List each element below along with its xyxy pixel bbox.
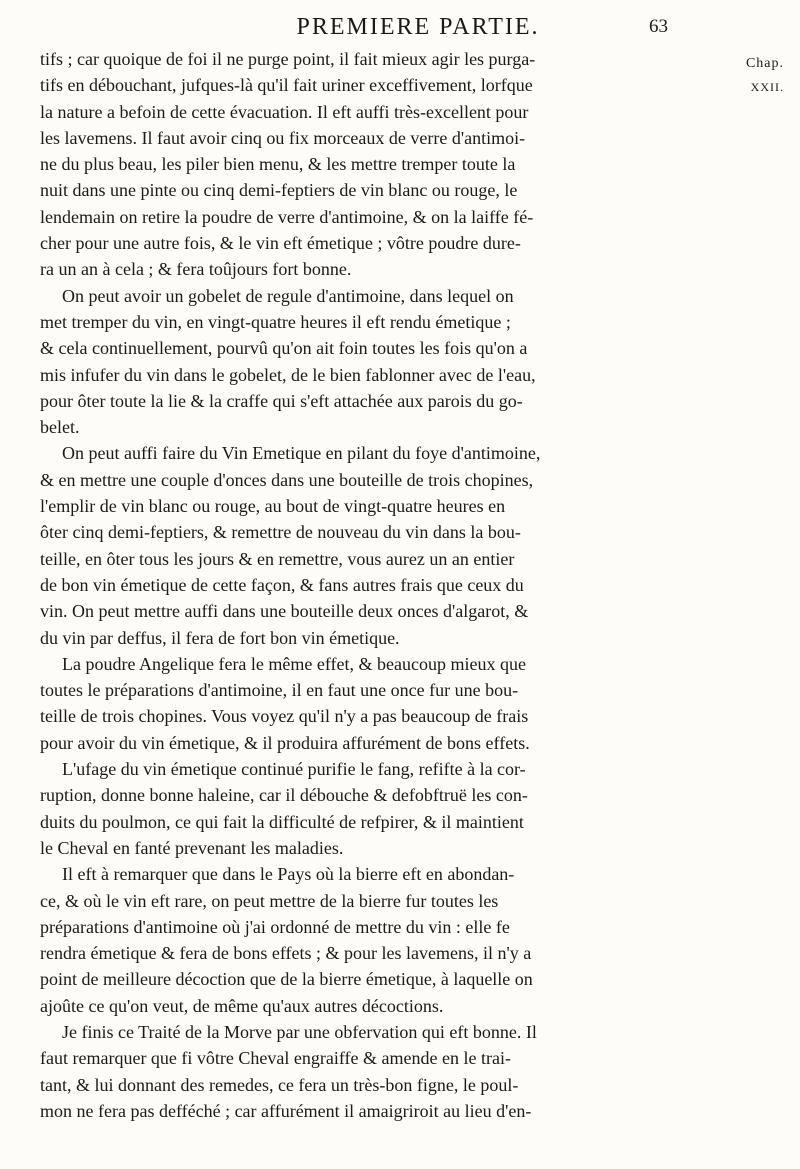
paragraph-start-line: Il eft à remarquer que dans le Pays où la bierre eft en abondan- bbox=[62, 864, 515, 885]
text-line: point de meilleure décoction que de la bierre émetique, à laquelle on bbox=[40, 969, 533, 990]
text-line: rendra émetique & fera de bons effets ; & pour les lavemens, il n'y a bbox=[40, 943, 532, 964]
text-line: & en mettre une couple d'onces dans une bouteille de trois chopines, bbox=[40, 469, 534, 490]
text-line: cher pour une autre fois, & le vin eft émetique ; vôtre poudre dure- bbox=[40, 233, 521, 254]
text-line: pour ôter toute la lie & la craffe qui s'eft attachée aux parois du go- bbox=[40, 390, 523, 411]
text-line: vin. On peut mettre auffi dans une bouteille deux onces d'algarot, & bbox=[40, 601, 529, 622]
text-line: toutes le préparations d'antimoine, il en faut une once fur une bou- bbox=[40, 680, 519, 701]
text-line: du vin par deffus, il fera de fort bon vin émetique. bbox=[40, 627, 400, 648]
text-line: la nature a befoin de cette évacuation. Il eft auffi très-excellent pour bbox=[40, 101, 529, 122]
text-line: nuit dans une pinte ou cinq demi-feptiers de vin blanc ou rouge, le bbox=[40, 180, 518, 201]
text-line: les lavemens. Il faut avoir cinq ou fix morceaux de verre d'antimoi- bbox=[40, 127, 526, 148]
page-number: 63 bbox=[649, 16, 668, 37]
body-text bbox=[40, 46, 678, 1124]
text-line: tant, & lui donnant des remedes, ce fera un très-bon figne, le poul- bbox=[40, 1074, 519, 1095]
margin-note-number: XXII. bbox=[750, 80, 784, 94]
text-line: & cela continuellement, pourvû qu'on ait foin toutes les fois qu'on a bbox=[40, 338, 528, 359]
text-line: lendemain on retire la poudre de verre d'antimoine, & on la laiffe fé- bbox=[40, 206, 534, 227]
text-line: tifs ; car quoique de foi il ne purge point, il fait mieux agir les purga- bbox=[40, 49, 536, 69]
text-line: pour avoir du vin émetique, & il produira affurément de bons effets. bbox=[40, 732, 530, 753]
margin-note-chapter: Chap. bbox=[745, 56, 784, 71]
text-line: ne du plus beau, les piler bien menu, & les mettre tremper toute la bbox=[40, 154, 516, 175]
paragraph-start-line: On peut auffi faire du Vin Emetique en pilant du foye d'antimoine, bbox=[62, 443, 541, 464]
paragraph-start-line: Je finis ce Traité de la Morve par une obfervation qui eft bonne. Il bbox=[62, 1021, 537, 1042]
text-line: faut remarquer que fi vôtre Cheval engraiffe & amende en le trai- bbox=[40, 1048, 511, 1069]
text-line: le Cheval en fanté prevenant les maladies. bbox=[40, 837, 344, 858]
text-line: mis infufer du vin dans le gobelet, de le bien fablonner avec de l'eau, bbox=[40, 364, 536, 385]
text-line: ruption, donne bonne haleine, car il débouche & defobftruë les con- bbox=[40, 785, 528, 806]
text-line: ra un an à cela ; & fera toûjours fort bonne. bbox=[40, 259, 352, 280]
paragraph-start-line: L'ufage du vin émetique continué purifie le fang, refifte à la cor- bbox=[62, 759, 526, 780]
text-line: l'emplir de vin blanc ou rouge, au bout de vingt-quatre heures en bbox=[40, 496, 506, 517]
text-line: teille, en ôter tous les jours & en remettre, vous aurez un an entier bbox=[40, 548, 515, 569]
text-line: duits du poulmon, ce qui fait la difficulté de refpirer, & il maintient bbox=[40, 811, 524, 832]
text-line: teille de trois chopines. Vous voyez qu'il n'y a pas beaucoup de frais bbox=[40, 706, 529, 727]
text-line: de bon vin émetique de cette façon, & fans autres frais que ceux du bbox=[40, 574, 524, 595]
text-line: ôter cinq demi-feptiers, & remettre de nouveau du vin dans la bou- bbox=[40, 522, 521, 543]
text-line: belet. bbox=[40, 417, 80, 438]
text-line: met tremper du vin, en vingt-quatre heures il eft rendu émetique ; bbox=[40, 311, 511, 332]
text-line: ajoûte ce qu'on veut, de même qu'aux autres décoctions. bbox=[40, 995, 444, 1016]
paragraph-start-line: On peut avoir un gobelet de regule d'antimoine, dans lequel on bbox=[62, 285, 514, 306]
text-line: mon ne fera pas defféché ; car affurément il amaigriroit au lieu d'en- bbox=[40, 1100, 532, 1121]
text-line: préparations d'antimoine où j'ai ordonné de mettre du vin : elle fe bbox=[40, 916, 510, 937]
text-line: ce, & où le vin eft rare, on peut mettre de la bierre fur toutes les bbox=[40, 890, 499, 911]
running-head: PREMIERE PARTIE. bbox=[296, 14, 540, 40]
text-line: tifs en débouchant, jufques-là qu'il fait uriner exceffivement, lorfque bbox=[40, 75, 533, 96]
paragraph-start-line: La poudre Angelique fera le même effet, & beaucoup mieux que bbox=[62, 653, 526, 674]
